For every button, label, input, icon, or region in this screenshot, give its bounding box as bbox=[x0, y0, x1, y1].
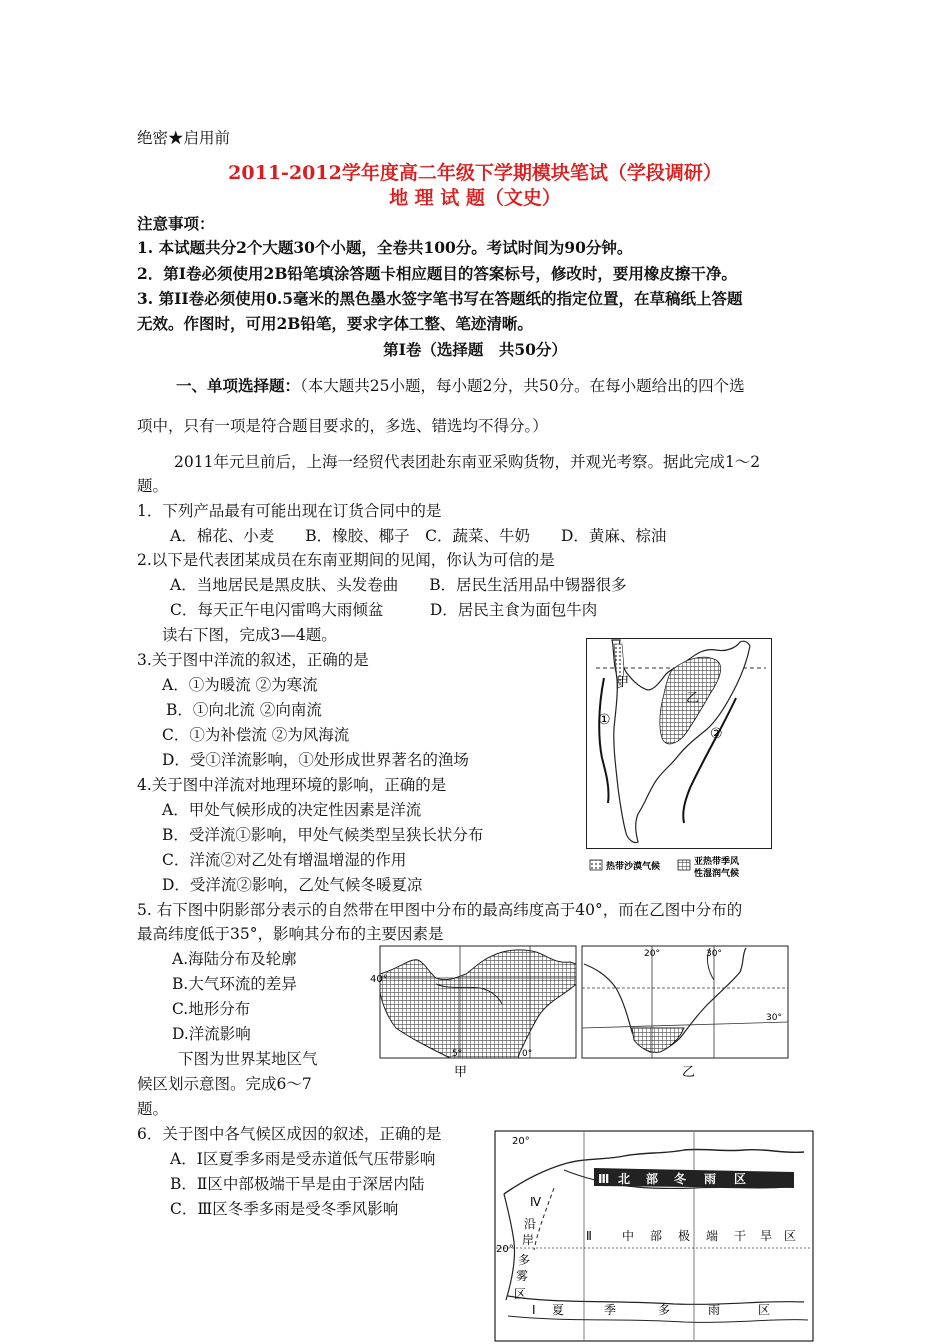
note-2: 2．第Ⅰ卷必须使用2B铅笔填涂答题卡相应题目的答案标号，修改时，要用橡皮擦干净。 bbox=[137, 264, 737, 283]
coast-char-3: 多 bbox=[518, 1253, 531, 1267]
note-3: 3. 第II卷必须使用0.5毫米的黑色墨水签字笔书写在答题纸的指定位置，在草稿纸上答题 bbox=[137, 289, 743, 308]
exam-subtitle: 地 理 试 题（文史） bbox=[389, 187, 561, 209]
lat20-left: 20° bbox=[496, 1244, 514, 1255]
band2-char-3: 极 bbox=[678, 1229, 691, 1243]
jia-lat40: 40° bbox=[370, 974, 388, 985]
label-current-2: ② bbox=[710, 726, 723, 742]
yi-lon20: 20° bbox=[644, 949, 660, 959]
legend-humid-line2: 性湿润气候 bbox=[694, 869, 740, 879]
band2-char-5: 干 bbox=[734, 1229, 747, 1243]
jia-yi-vegetation-maps bbox=[370, 944, 790, 1084]
label-yi: 乙 bbox=[686, 691, 700, 706]
question-3-option-c: C．①为补偿流 ②为风海流 bbox=[162, 726, 350, 744]
question-5-option-b: B.大气环流的差异 bbox=[172, 975, 297, 993]
question-2: 2.以下是代表团某成员在东南亚期间的见闻，你认为可信的是 bbox=[137, 551, 555, 569]
band1-char-1: 夏 bbox=[552, 1303, 565, 1317]
label-jia: 甲 bbox=[616, 675, 630, 690]
legend-desert-swatch bbox=[590, 860, 602, 870]
exam-title: 2011-2012学年度高二年级下学期模块笔试（学段调研） bbox=[228, 162, 722, 184]
legend-desert: 热带沙漠气候 bbox=[606, 862, 661, 872]
coast-char-5: 区 bbox=[514, 1287, 527, 1301]
question-3-option-a: A．①为暖流 ②为寒流 bbox=[162, 676, 318, 694]
band1-char-5: 区 bbox=[758, 1303, 771, 1317]
coast-char-1: 沿 bbox=[524, 1217, 537, 1231]
question-2-options-ab: A．当地居民是黑皮肤、头发卷曲 B．居民生活用品中锡器很多 bbox=[170, 576, 627, 594]
band3-numeral: Ⅲ bbox=[598, 1172, 610, 1186]
question-4: 4.关于图中洋流对地理环境的影响，正确的是 bbox=[137, 776, 447, 794]
band2-char-1: 中 bbox=[622, 1229, 635, 1243]
band1-char-3: 多 bbox=[658, 1303, 671, 1317]
question-2-options-cd: C．每天正午电闪雷鸣大雨倾盆 D．居民主食为面包牛肉 bbox=[170, 601, 598, 619]
label-current-1: ① bbox=[598, 712, 611, 728]
question-4-option-c: C．洋流②对乙处有增温增湿的作用 bbox=[162, 851, 407, 869]
note-3-cont: 无效。作图时，可用2B铅笔，要求字体工整、笔迹清晰。 bbox=[137, 314, 533, 333]
question-4-option-a: A．甲处气候形成的决定性因素是洋流 bbox=[162, 801, 422, 819]
part1-desc: （本大题共25小题，每小题2分，共50分。在每小题给出的四个选 bbox=[300, 377, 745, 395]
jia-caption: 甲 bbox=[454, 1065, 468, 1080]
question-1: 1．下列产品最有可能出现在订货合同中的是 bbox=[137, 502, 442, 520]
question-3-option-d: D．受①洋流影响，①处形成世界著名的渔场 bbox=[162, 751, 469, 769]
legend-humid-swatch bbox=[678, 860, 690, 870]
question-4-option-b: B．受洋流①影响，甲处气候类型呈狭长状分布 bbox=[162, 826, 484, 844]
question-6-option-c: C．Ⅲ区冬季多雨是受冬季风影响 bbox=[170, 1200, 399, 1218]
part1-desc-cont: 项中，只有一项是符合题目要求的，多选、错选均不得分。） bbox=[137, 417, 548, 435]
band2-char-6: 旱 bbox=[760, 1229, 773, 1243]
part1-heading bbox=[176, 376, 745, 396]
intro-q6-7: 下图为世界某地区气 bbox=[178, 1050, 318, 1068]
intro-q1-2-cont: 题。 bbox=[137, 477, 169, 495]
question-5-option-c: C.地形分布 bbox=[172, 1000, 251, 1018]
band2-char-2: 部 bbox=[650, 1229, 663, 1243]
coast-numeral: Ⅳ bbox=[530, 1195, 542, 1209]
question-1-options: A．棉花、小麦 B．橡胶、椰子 C．蔬菜、牛奶 D．黄麻、棕油 bbox=[170, 527, 667, 545]
part1-head: 一、单项选择题： bbox=[176, 376, 301, 395]
question-4-option-d: D．受洋流②影响，乙处气候冬暖夏凉 bbox=[162, 876, 423, 894]
intro-q6-7-end: 题。 bbox=[137, 1100, 169, 1118]
note-1: 1. 本试题共分2个大题30个小题，全卷共100分。考试时间为90分钟。 bbox=[137, 238, 633, 257]
question-6: 6．关于图中各气候区成因的叙述，正确的是 bbox=[137, 1125, 442, 1143]
band2-numeral: Ⅱ bbox=[586, 1229, 592, 1243]
jia-lon5: 5° bbox=[452, 1049, 463, 1059]
band3-char-4: 雨 bbox=[704, 1172, 717, 1186]
yi-lon30: 30° bbox=[706, 949, 722, 959]
band1-char-4: 雨 bbox=[708, 1303, 721, 1317]
legend-humid-line1: 亚热带季风 bbox=[694, 857, 740, 867]
band1-char-2: 季 bbox=[604, 1303, 617, 1317]
south-america-current-map bbox=[586, 638, 772, 884]
question-6-option-a: A．Ⅰ区夏季多雨是受赤道低气压带影响 bbox=[170, 1150, 436, 1168]
coast-char-4: 雾 bbox=[516, 1269, 529, 1283]
question-5-option-a: A.海陆分布及轮廓 bbox=[172, 950, 297, 968]
band3-char-5: 区 bbox=[734, 1172, 747, 1186]
band3-char-2: 部 bbox=[646, 1172, 659, 1186]
question-3-option-b: B．①向北流 ②向南流 bbox=[166, 701, 322, 719]
jia-lon0: 0° bbox=[522, 1049, 533, 1059]
band3-char-1: 北 bbox=[618, 1172, 631, 1186]
section-title: 第Ⅰ卷（选择题 共50分） bbox=[383, 340, 567, 359]
question-6-option-b: B．Ⅱ区中部极端干旱是由于深居内陆 bbox=[170, 1175, 425, 1193]
band2-char-4: 端 bbox=[706, 1229, 719, 1243]
intro-q6-7-cont: 候区划示意图。完成6～7 bbox=[137, 1075, 312, 1093]
notes-title: 注意事项： bbox=[137, 214, 215, 233]
yi-caption: 乙 bbox=[682, 1065, 696, 1080]
question-5-cont: 最高纬度低于35°，影响其分布的主要因素是 bbox=[137, 925, 444, 943]
question-5: 5. 右下图中阴影部分表示的自然带在甲图中分布的最高纬度高于40°，而在乙图中分布的 bbox=[137, 901, 743, 919]
band3-char-3: 冬 bbox=[674, 1172, 687, 1186]
intro-q1-2: 2011年元旦前后，上海一经贸代表团赴东南亚采购货物，并观光考察。据此完成1～2 bbox=[174, 453, 761, 471]
question-3: 3.关于图中洋流的叙述，正确的是 bbox=[137, 651, 369, 669]
secret-mark: 绝密★启用前 bbox=[137, 129, 231, 147]
yi-lat30: 30° bbox=[766, 1013, 782, 1023]
question-5-option-d: D.洋流影响 bbox=[172, 1025, 251, 1043]
coast-char-2: 岸 bbox=[522, 1233, 535, 1247]
climate-zone-map bbox=[494, 1130, 814, 1342]
intro-q3-4: 读右下图，完成3—4题。 bbox=[162, 626, 337, 644]
lat20-top: 20° bbox=[512, 1136, 530, 1147]
band2-char-7: 区 bbox=[784, 1229, 797, 1243]
band1-numeral: Ⅰ bbox=[532, 1303, 536, 1317]
